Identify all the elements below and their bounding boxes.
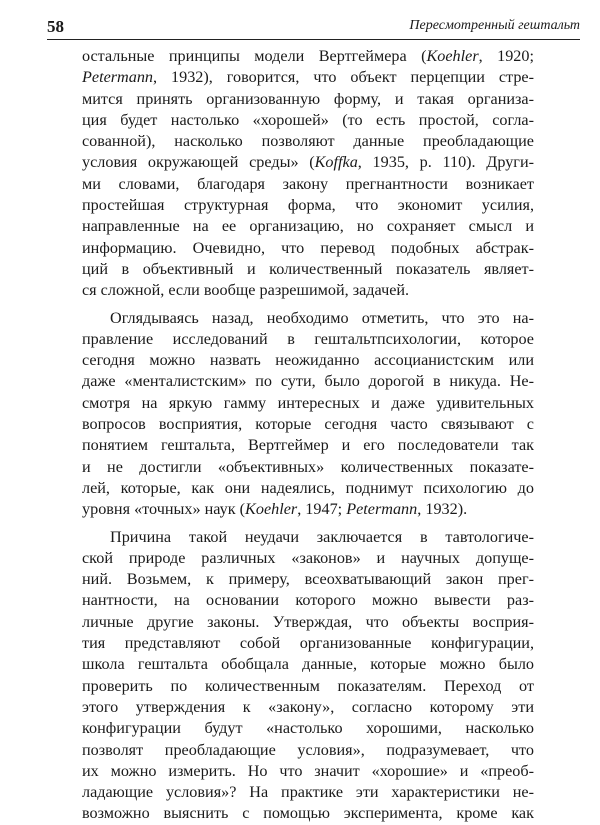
paragraph-first-line: Оглядываясь назад, необходимо отметить, что это на- (110, 308, 534, 327)
text-line: информацию. Очевидно, что перевод подобных абстрак- (82, 238, 534, 257)
text-line: нантности, на основании которого можно вывести раз- (82, 591, 534, 610)
text-line: конфигурации будут «настолько хорошими, насколько (82, 719, 534, 738)
text-line: сегодня можно назвать неожиданно ассоцианистским или (82, 351, 534, 370)
text-line: их можно измерить. Но что значит «хорошие» и «преоб- (82, 761, 534, 780)
text-line: ми словами, благодаря закону прегнантности возникает (82, 174, 534, 193)
text-line: Petermann, 1932), говорится, что объект перцепции стре- (82, 68, 534, 87)
text-line: правление исследований в гештальтпсихологии, которое (82, 329, 534, 348)
page-header (47, 17, 580, 40)
text-line: вопросов восприятия, которые сегодня часто связывают с (82, 415, 534, 434)
body-text (82, 46, 534, 825)
text-line: лей, которые, как они надеялись, поднимут психологию до (82, 478, 534, 497)
text-line: возможно выяснить с помощью эксперимента, кроме как (82, 804, 534, 823)
text-line: ций в объективный и количественный показатель являет- (82, 259, 534, 278)
text-line: условия окружающей среды» (Koffka, 1935, p. 110). Други- (82, 153, 535, 172)
text-line: этого утверждения к «закону», согласно которому эти (82, 697, 534, 716)
text-line: школа гештальта обобщала данные, которые можно было (82, 655, 534, 674)
paragraph-last-line: ся сложной, если вообще разрешимой, задачей. (82, 281, 410, 300)
text-line: направленные на ее организацию, но сохраняет смысл и (82, 217, 534, 236)
text-line: простейшая структурная форма, что экономит усилия, (82, 196, 534, 215)
text-line: личные другие законы. Утверждая, что объекты восприя- (82, 612, 534, 631)
text-line: ской природе различных «законов» и научных допуще- (82, 548, 534, 567)
paragraph-last-line: уровня «точных» наук (Koehler, 1947; Petermann, 1932). (82, 500, 468, 519)
text-line: позволят преобладающие условия», подразумевает, что (82, 740, 534, 759)
running-title: Пересмотренный гештальт (409, 18, 580, 33)
text-line: остальные принципы модели Вертгеймера (Koehler, 1920; (82, 47, 534, 65)
text-line: тия представляют собой организованные конфигурации, (82, 634, 534, 653)
paragraph-first-line: Причина такой неудачи заключается в тавтологиче- (110, 527, 534, 546)
text-line: ладающие условия»? На практике эти характеристики не- (82, 783, 534, 802)
text-line: ция будет настолько «хорошей» (то есть простой, согла- (82, 110, 534, 129)
page-number: 58 (47, 17, 64, 36)
text-line: смотря на яркую гамму интересных и даже удивительных (82, 393, 534, 412)
text-line: проверить по количественным показателям. Переход от (82, 676, 534, 695)
text-line: сованной), насколько позволяют данные преобладающие (82, 132, 534, 151)
text-line: понятием гештальта, Вертгеймер и его последователи так (82, 436, 534, 455)
text-line: даже «менталистским» по сути, было дорогой в никуда. Не- (82, 372, 534, 391)
text-line: и не достигли «объективных» количественных показате- (82, 457, 534, 476)
text-line: ний. Возьмем, к примеру, всеохватывающий закон прег- (82, 570, 534, 589)
text-line: мится принять организованную форму, и такая организа- (82, 89, 534, 108)
